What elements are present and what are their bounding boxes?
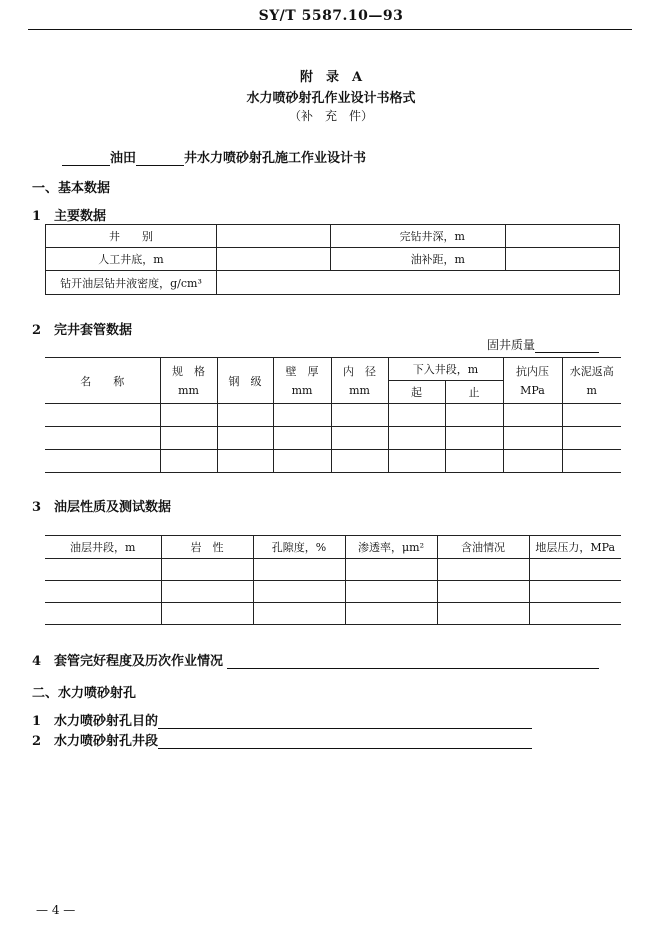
col-porosity: 孔隙度，% [253,536,345,559]
sub1-title: 1 主要数据 [32,209,107,224]
table-row [45,603,621,625]
table-row [45,559,621,581]
appendix-note: （补 充 件） [288,109,373,123]
artificial-bottom-value[interactable] [217,248,331,271]
col-interval: 油层井段，m [45,536,161,559]
well-blank[interactable] [136,151,184,166]
oilfield-label: 油田 [110,151,137,166]
col-oil-bearing: 含油情况 [437,536,529,559]
cement-quality-blank[interactable] [535,338,599,353]
table-row [45,581,621,603]
oilfield-blank[interactable] [62,151,110,166]
col-cement-label: 水泥返高 [569,364,614,378]
col-steel-grade: 钢 级 [217,358,273,404]
item2-blank[interactable] [158,734,532,749]
sub4-line [32,650,599,669]
col-burst-pressure [503,358,562,404]
col-inner-unit: mm [349,383,370,397]
col-burst-label: 抗内压 [516,364,549,378]
completion-depth-value[interactable] [506,225,620,248]
doc-title-line [62,147,366,166]
well-type-value[interactable] [217,225,331,248]
col-running-interval: 下入井段，m [388,358,503,381]
col-name: 名 称 [45,358,160,404]
col-wall-unit: mm [291,383,313,397]
cement-quality [487,336,599,353]
col-permeability: 渗透率，μm² [345,536,437,559]
col-wall-thickness [273,358,331,404]
header-rule [28,29,632,30]
appendix-title: 水力喷砂射孔作业设计书格式 [246,91,416,106]
well-title: 井水力喷砂射孔施工作业设计书 [184,151,367,166]
sub3-title: 3 油层性质及测试数据 [32,500,172,515]
sub4-title: 4 套管完好程度及历次作业情况 [32,654,224,669]
reservoir-table [45,535,621,625]
col-inner-label: 内 径 [343,364,376,378]
oil-compensation-value[interactable] [506,248,620,271]
page-number: — 4 — [36,903,76,917]
casing-table [45,357,621,473]
section2-title: 二、水力喷砂射孔 [32,686,137,701]
col-cement-return [562,358,621,404]
sub2-title: 2 完井套管数据 [32,323,133,338]
drilling-fluid-density-value[interactable] [217,271,620,295]
col-from: 起 [388,381,445,404]
col-to: 止 [445,381,503,404]
col-formation-pressure: 地层压力，MPa [529,536,621,559]
section2-item2-line [32,730,532,749]
col-spec-unit: mm [178,383,199,397]
section2-item1-line [32,710,532,729]
standard-code: SY/T 5587.10—93 [258,8,404,24]
col-wall-label: 壁 厚 [285,364,319,378]
item1-blank[interactable] [158,714,532,729]
drilling-fluid-density-label: 钻开油层钻井液密度，g/cm³ [46,271,217,295]
sub4-blank[interactable] [227,654,599,669]
completion-depth-label: 完钻井深，m [331,225,506,248]
table-row [45,450,621,473]
col-inner-diameter [331,358,388,404]
table-row [45,427,621,450]
section1-title: 一、基本数据 [32,181,111,196]
cement-quality-label: 固井质量 [487,338,536,352]
col-lithology: 岩 性 [161,536,253,559]
oil-compensation-label: 油补距，m [331,248,506,271]
artificial-bottom-label: 人工井底，m [46,248,217,271]
col-spec [160,358,217,404]
section2-item2: 2 水力喷砂射孔井段 [32,734,159,749]
section2-item1: 1 水力喷砂射孔目的 [32,714,159,729]
table-row [45,404,621,427]
appendix-label: 附 录 A [299,70,363,85]
well-type-label: 井 别 [46,225,217,248]
main-data-table [45,224,620,295]
col-cement-unit: m [586,383,597,397]
col-spec-label: 规 格 [172,364,205,378]
col-burst-unit: MPa [520,383,545,397]
